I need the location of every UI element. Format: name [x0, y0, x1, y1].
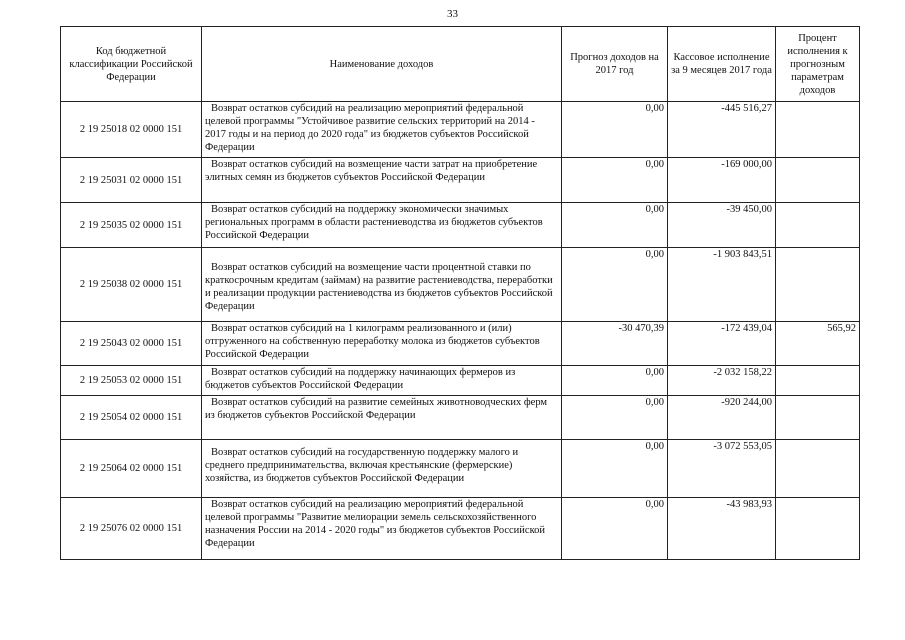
table-row [61, 396, 860, 440]
table-row [61, 440, 860, 498]
page-number: 33 [447, 8, 458, 20]
row-name: Возврат остатков субсидий на поддержку экономически значимых региональных программ в области растениеводства из бюджетов субъектов Российской Федерации [202, 203, 562, 248]
row-name: Возврат остатков субсидий на развитие семейных животноводческих ферм из бюджетов субъектов Российской Федерации [202, 396, 562, 440]
row-cash: -43 983,93 [668, 498, 776, 560]
row-percent: 565,92 [776, 322, 860, 366]
table-row [61, 158, 860, 203]
table-row [61, 203, 860, 248]
row-cash: -1 903 843,51 [668, 248, 776, 322]
row-cash: -445 516,27 [668, 102, 776, 158]
row-name: Возврат остатков субсидий на поддержку начинающих фермеров из бюджетов субъектов Российской Федерации [202, 366, 562, 396]
row-cash: -172 439,04 [668, 322, 776, 366]
table-row [61, 366, 860, 396]
row-name: Возврат остатков субсидий на 1 килограмм реализованного и (или) отгруженного на собственную переработку молока из бюджетов субъектов Российской Федерации [202, 322, 562, 366]
row-code: 2 19 25076 02 0000 151 [61, 498, 202, 560]
row-forecast: 0,00 [562, 248, 668, 322]
header-percent: Процент исполнения к прогнозным параметрам доходов [776, 27, 860, 102]
header-forecast: Прогноз доходов на 2017 год [562, 27, 668, 102]
row-cash: -920 244,00 [668, 396, 776, 440]
row-cash: -169 000,00 [668, 158, 776, 203]
header-row [61, 27, 860, 102]
row-forecast: 0,00 [562, 396, 668, 440]
table-row [61, 102, 860, 158]
row-forecast: 0,00 [562, 203, 668, 248]
row-percent [776, 440, 860, 498]
header-name: Наименование доходов [202, 27, 562, 102]
revenue-table [60, 26, 860, 560]
row-name: Возврат остатков субсидий на государственную поддержку малого и среднего предпринимательства, включая крестьянские (фермерские) хозяйства, из бюджетов субъектов Российской Федерации [202, 440, 562, 498]
row-forecast: 0,00 [562, 102, 668, 158]
row-forecast: 0,00 [562, 498, 668, 560]
table-row [61, 248, 860, 322]
row-percent [776, 102, 860, 158]
row-name: Возврат остатков субсидий на возмещение части затрат на приобретение элитных семян из бюджетов субъектов Российской Федерации [202, 158, 562, 203]
row-percent [776, 498, 860, 560]
row-name: Возврат остатков субсидий на возмещение части процентной ставки по краткосрочным кредитам (займам) на развитие растениеводства, переработки и реализации продукции растениеводства из бюджетов субъектов Российской Федерации [202, 248, 562, 322]
row-cash: -3 072 553,05 [668, 440, 776, 498]
row-code: 2 19 25053 02 0000 151 [61, 366, 202, 396]
row-percent [776, 248, 860, 322]
row-cash: -2 032 158,22 [668, 366, 776, 396]
table-row [61, 322, 860, 366]
table-row [61, 498, 860, 560]
row-percent [776, 366, 860, 396]
row-code: 2 19 25038 02 0000 151 [61, 248, 202, 322]
row-code: 2 19 25031 02 0000 151 [61, 158, 202, 203]
row-percent [776, 158, 860, 203]
row-percent [776, 396, 860, 440]
row-forecast: 0,00 [562, 158, 668, 203]
row-code: 2 19 25064 02 0000 151 [61, 440, 202, 498]
row-forecast: -30 470,39 [562, 322, 668, 366]
row-percent [776, 203, 860, 248]
row-forecast: 0,00 [562, 440, 668, 498]
header-cash: Кассовое исполнение за 9 месяцев 2017 года [668, 27, 776, 102]
header-code: Код бюджетной классификации Российской Федерации [61, 27, 202, 102]
row-cash: -39 450,00 [668, 203, 776, 248]
row-code: 2 19 25035 02 0000 151 [61, 203, 202, 248]
row-name: Возврат остатков субсидий на реализацию мероприятий федеральной целевой программы "Развитие мелиорации земель сельскохозяйственного назначения России на 2014 - 2020 годы" из бюджетов субъектов Российской Федерации [202, 498, 562, 560]
row-code: 2 19 25018 02 0000 151 [61, 102, 202, 158]
row-name: Возврат остатков субсидий на реализацию мероприятий федеральной целевой программы "Устойчивое развитие сельских территорий на 2014 - 2017 годы и на период до 2020 года" из бюджетов субъектов Российской Федерации [202, 102, 562, 158]
row-code: 2 19 25054 02 0000 151 [61, 396, 202, 440]
row-code: 2 19 25043 02 0000 151 [61, 322, 202, 366]
row-forecast: 0,00 [562, 366, 668, 396]
